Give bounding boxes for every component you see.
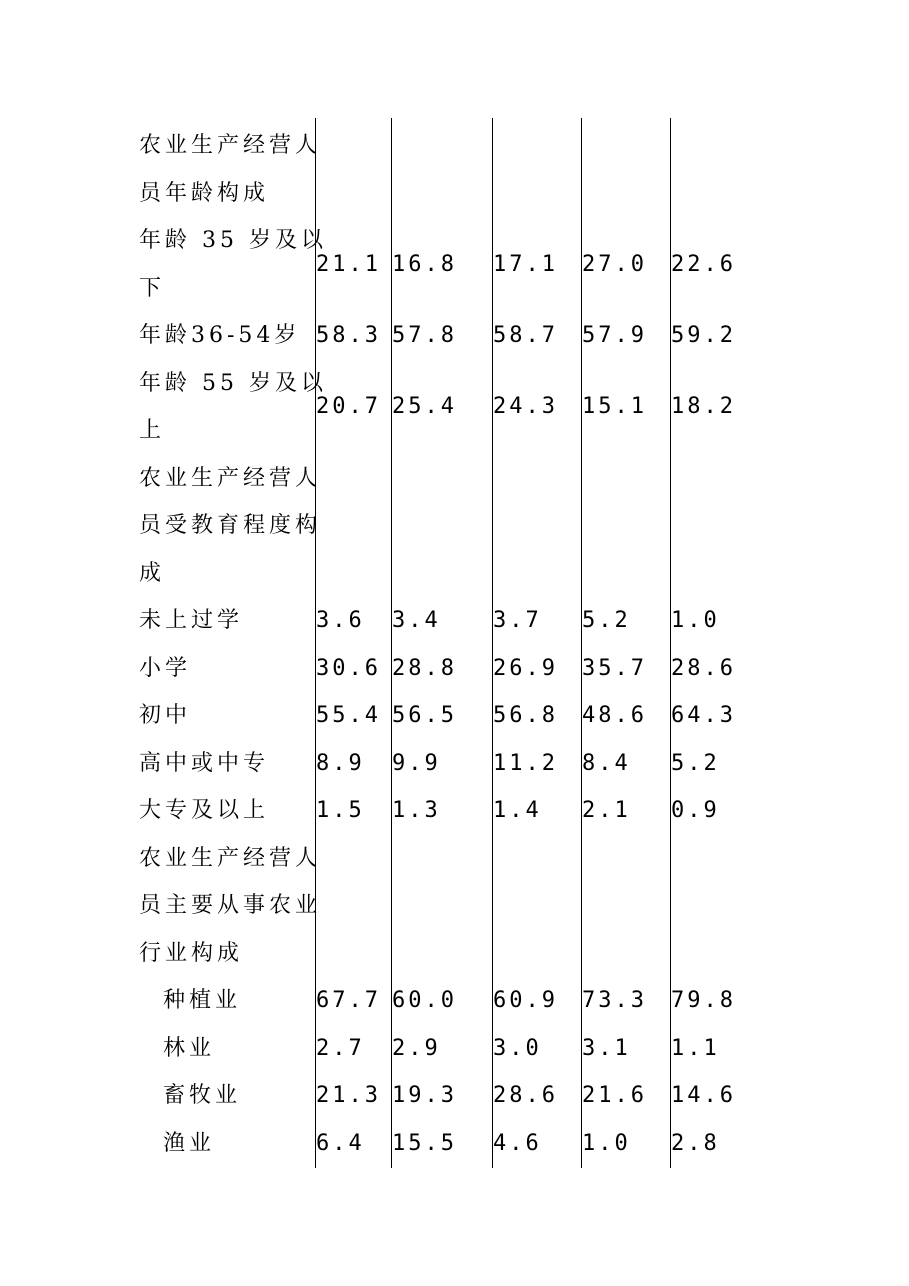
table-cell: 8.4 (582, 750, 631, 776)
table-cell: 3.7 (493, 608, 542, 633)
table-cell: 64.3 (671, 703, 736, 728)
row-label: 员主要从事农业 (139, 893, 322, 918)
row-label: 渔业 (163, 1130, 216, 1156)
row-label: 小学 (139, 655, 192, 681)
row-label: 行业构成 (139, 940, 244, 966)
table-cell: 22.6 (671, 251, 736, 277)
row-label: 员受教育程度构 (139, 513, 322, 538)
table-cell: 15.5 (392, 1130, 457, 1156)
table-cell: 21.1 (316, 251, 381, 277)
table-cell: 48.6 (582, 703, 647, 728)
table-cell: 60.0 (392, 988, 457, 1013)
table-cell: 28.6 (493, 1083, 558, 1108)
row-label: 上 (139, 418, 166, 443)
row-label: 初中 (139, 703, 192, 728)
row-label: 农业生产经营人 (139, 845, 322, 871)
table-cell: 58.3 (316, 323, 381, 348)
table-cell: 57.8 (392, 323, 457, 348)
row-label: 大专及以上 (139, 798, 270, 823)
row-label: 种植业 (163, 988, 242, 1013)
table-cell: 5.2 (671, 750, 720, 776)
table-cell: 35.7 (582, 655, 647, 681)
table-cell: 67.7 (316, 988, 381, 1013)
row-label: 年龄 35 岁及以 (139, 228, 327, 253)
table-cell: 56.5 (392, 703, 457, 728)
table-cell: 56.8 (493, 703, 558, 728)
table-cell: 8.9 (316, 750, 365, 776)
row-label: 年龄 55 岁及以 (139, 370, 327, 396)
row-label: 成 (139, 560, 166, 586)
row-label: 高中或中专 (139, 750, 270, 776)
table-cell: 1.4 (493, 798, 542, 823)
table-cell: 2.7 (316, 1035, 365, 1061)
table-cell: 14.6 (671, 1083, 736, 1108)
table-cell: 3.6 (316, 608, 365, 633)
table-cell: 15.1 (582, 394, 647, 420)
row-label: 农业生产经营人 (139, 465, 322, 491)
table-cell: 18.2 (671, 394, 736, 420)
table-cell: 28.8 (392, 655, 457, 681)
table-cell: 2.1 (582, 798, 631, 823)
table-cell: 59.2 (671, 323, 736, 348)
table-cell: 17.1 (493, 251, 558, 277)
table-cell: 0.9 (671, 798, 720, 823)
table-cell: 57.9 (582, 323, 647, 348)
table-cell: 24.3 (493, 394, 558, 420)
table-cell: 60.9 (493, 988, 558, 1013)
table-cell: 1.3 (392, 798, 441, 823)
table-cell: 58.7 (493, 323, 558, 348)
table-cell: 20.7 (316, 394, 381, 420)
row-label: 员年龄构成 (139, 180, 270, 206)
table-cell: 79.8 (671, 988, 736, 1013)
table-cell: 1.5 (316, 798, 365, 823)
table-cell: 21.3 (316, 1083, 381, 1108)
table-cell: 2.9 (392, 1035, 441, 1061)
table-cell: 73.3 (582, 988, 647, 1013)
table-cell: 3.4 (392, 608, 441, 633)
table-cell: 21.6 (582, 1083, 647, 1108)
table-cell: 30.6 (316, 655, 381, 681)
table-cell: 9.9 (392, 750, 441, 776)
row-label: 林业 (163, 1035, 216, 1061)
table-cell: 3.1 (582, 1035, 631, 1061)
table-cell: 25.4 (392, 394, 457, 420)
row-label: 下 (139, 275, 166, 301)
row-label: 畜牧业 (163, 1083, 242, 1108)
table-cell: 11.2 (493, 750, 558, 776)
table-cell: 6.4 (316, 1130, 365, 1156)
table-cell: 5.2 (582, 608, 631, 633)
table-cell: 26.9 (493, 655, 558, 681)
row-label: 年龄36-54岁 (139, 323, 301, 348)
table-cell: 55.4 (316, 703, 381, 728)
table-cell: 28.6 (671, 655, 736, 681)
table-cell: 3.0 (493, 1035, 542, 1061)
table-cell: 4.6 (493, 1130, 542, 1156)
table-cell: 27.0 (582, 251, 647, 277)
table-cell: 1.0 (582, 1130, 631, 1156)
table-cell: 1.1 (671, 1035, 720, 1061)
table-cell: 1.0 (671, 608, 720, 633)
row-label: 农业生产经营人 (139, 133, 322, 158)
table-cell: 2.8 (671, 1130, 720, 1156)
row-label: 未上过学 (139, 608, 244, 633)
table-cell: 19.3 (392, 1083, 457, 1108)
table-cell: 16.8 (392, 251, 457, 277)
